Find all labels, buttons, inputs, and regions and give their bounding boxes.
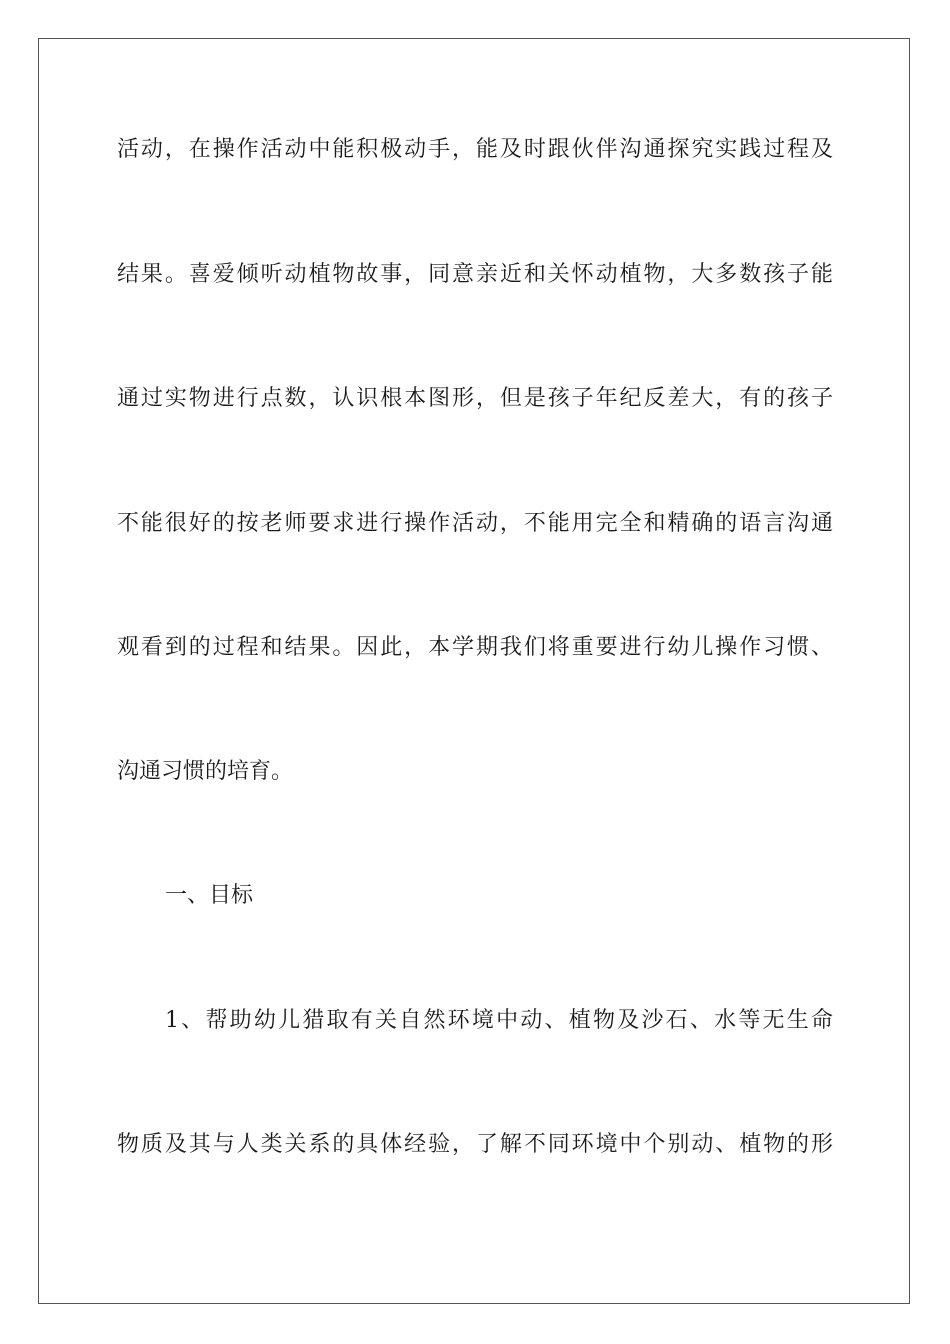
section-heading: 一、目标 bbox=[165, 883, 254, 908]
paragraph-line-6: 沟通习惯的培育。 bbox=[117, 759, 294, 784]
page-border bbox=[38, 38, 910, 1304]
paragraph-line-1: 活动，在操作活动中能积极动手，能及时跟伙伴沟通探究实践过程及 bbox=[117, 137, 833, 162]
paragraph-line-2: 结果。喜爱倾听动植物故事，同意亲近和关怀动植物，大多数孩子能 bbox=[117, 262, 833, 287]
paragraph-line-4: 不能很好的按老师要求进行操作活动，不能用完全和精确的语言沟通 bbox=[117, 511, 833, 536]
paragraph-line-3: 通过实物进行点数，认识根本图形，但是孩子年纪反差大，有的孩子 bbox=[117, 386, 833, 411]
goal-1-line-2: 物质及其与人类关系的具体经验，了解不同环境中个别动、植物的形 bbox=[117, 1132, 833, 1157]
goal-1-line-1: 1、帮助幼儿猎取有关自然环境中动、植物及沙石、水等无生命 bbox=[165, 1008, 833, 1033]
paragraph-line-5: 观看到的过程和结果。因此，本学期我们将重要进行幼儿操作习惯、 bbox=[117, 635, 833, 660]
